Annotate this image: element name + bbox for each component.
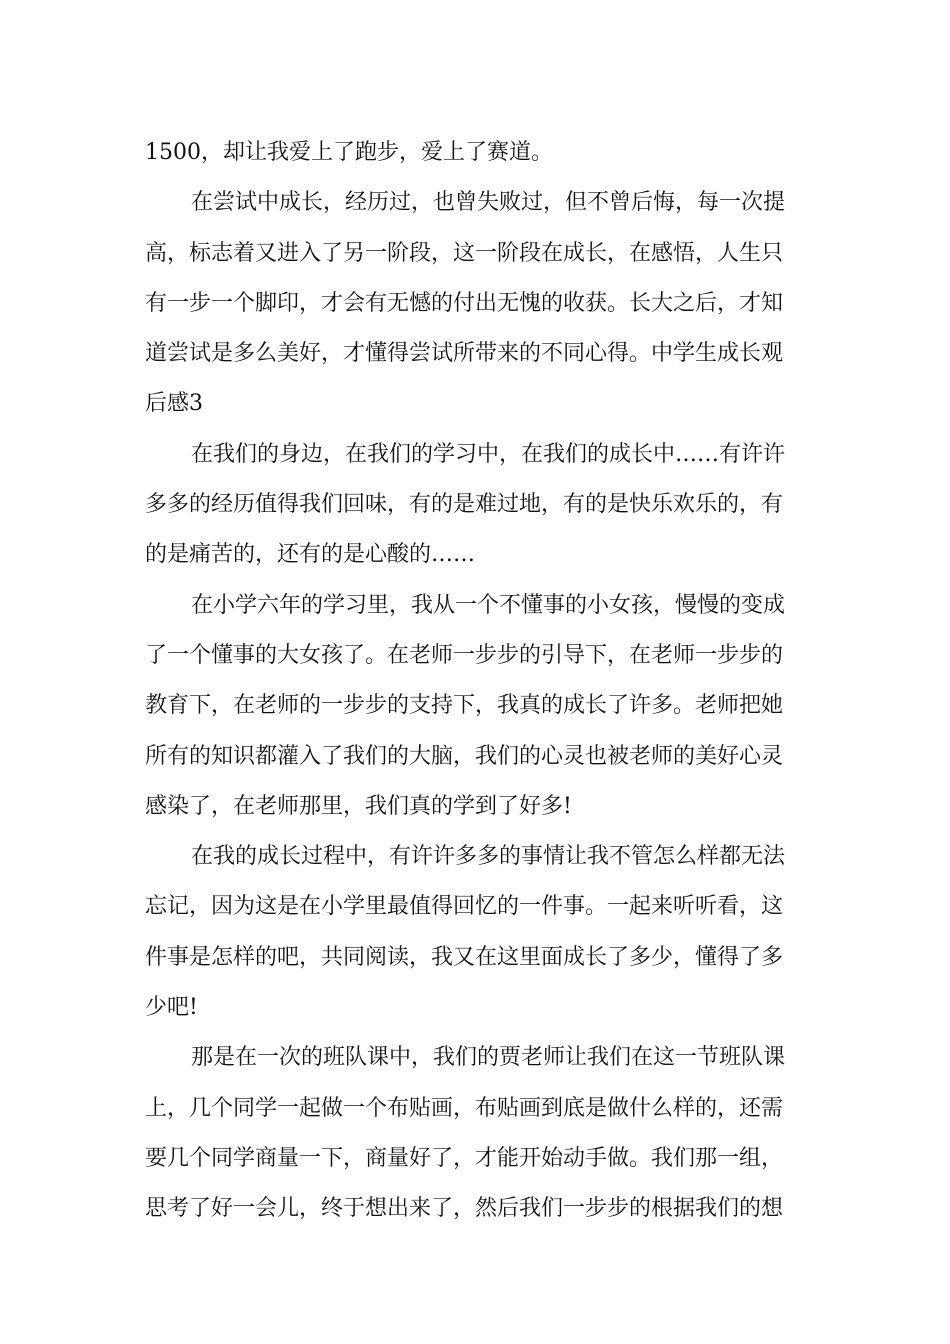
paragraph-start-line: 在尝试中成长，经历过，也曾失败过，但不曾后悔，每一次提 [191, 190, 786, 216]
text-line: 道尝试是多么美好，才懂得尝试所带来的不同心得。中学生成长观 [145, 341, 784, 367]
text-line: 件事是怎样的吧，共同阅读，我又在这里面成长了多少，懂得了多 [145, 944, 784, 970]
document-page [145, 128, 810, 1235]
text-line: 所有的知识都灌入了我们的大脑，我们的心灵也被老师的美好心灵 [145, 743, 784, 769]
text-line: 忘记，因为这是在小学里最值得回忆的一件事。一起来听听看，这 [145, 894, 784, 920]
text-line: 要几个同学商量一下，商量好了，才能开始动手做。我们那一组， [145, 1145, 784, 1171]
text-line: 少吧! [145, 995, 198, 1021]
text-line: 感染了，在老师那里，我们真的学到了好多! [145, 793, 572, 819]
text-line: 后感3 [145, 391, 203, 417]
paragraph-start-line: 那是在一次的班队课中，我们的贾老师让我们在这一节班队课 [191, 1045, 786, 1071]
text-line: 的是痛苦的，还有的是心酸的…… [145, 542, 476, 568]
paragraph-start-line: 在我的成长过程中，有许许多多的事情让我不管怎么样都无法 [191, 844, 786, 870]
text-line: 思考了好一会儿，终于想出来了，然后我们一步步的根据我们的想 [145, 1196, 784, 1222]
text-line: 1500，却让我爱上了跑步，爱上了赛道。 [145, 140, 553, 165]
paragraph-start-line: 在小学六年的学习里，我从一个不懂事的小女孩，慢慢的变成 [191, 592, 786, 618]
text-line: 多多的经历值得我们回味，有的是难过地，有的是快乐欢乐的，有 [145, 492, 784, 518]
text-line: 教育下，在老师的一步步的支持下，我真的成长了许多。老师把她 [145, 693, 784, 719]
text-line: 了一个懂事的大女孩了。在老师一步步的引导下，在老师一步步的 [145, 642, 784, 668]
text-line: 有一步一个脚印，才会有无憾的付出无愧的收获。长大之后，才知 [145, 290, 784, 316]
text-line: 高，标志着又进入了另一阶段，这一阶段在成长，在感悟，人生只 [145, 240, 784, 266]
paragraph-start-line: 在我们的身边，在我们的学习中，在我们的成长中……有许许 [191, 441, 786, 467]
text-line: 上，几个同学一起做一个布贴画，布贴画到底是做什么样的，还需 [145, 1095, 784, 1121]
